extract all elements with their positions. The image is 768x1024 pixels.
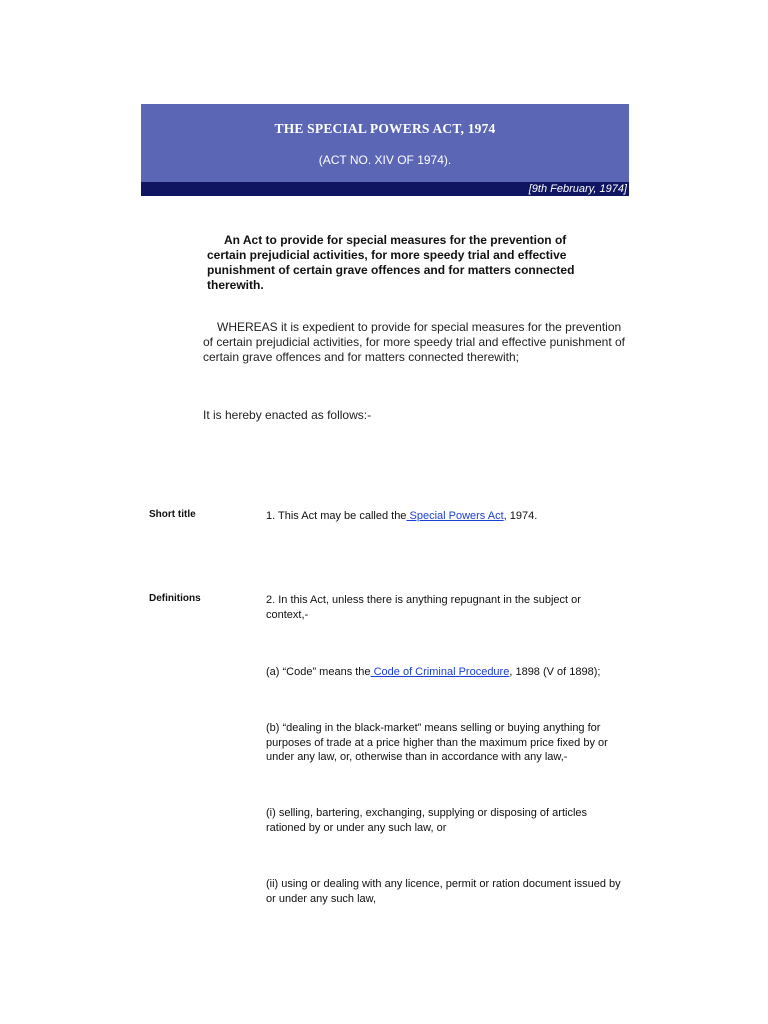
date-bar [141, 182, 629, 196]
clause-a-reference: , 1898 (V of 1898); [509, 666, 601, 678]
clause-a [266, 665, 626, 680]
act-title: THE SPECIAL POWERS ACT, 1974 [274, 121, 496, 136]
clause-a-text: (a) “Code” means the [266, 666, 371, 678]
preamble: WHEREAS it is expedient to provide for special measures for the prevention of certain prejudicial activities, for more speedy trial and effective punishment of certain grave offences and for matters connected therewith; [203, 320, 625, 364]
code-of-criminal-procedure-link[interactable]: Code of Criminal Procedure [370, 666, 510, 678]
section-1 [266, 509, 626, 524]
act-number: (ACT NO. XIV OF 1974). [318, 153, 452, 167]
enacting-formula: It is hereby enacted as follows:- [203, 408, 372, 422]
clause-b: (b) “dealing in the black-market” means selling or buying anything for purposes of trade at a price higher than the maximum price fixed by or under any law, or, otherwise than in accordance with any law,- [266, 722, 608, 763]
special-powers-act-link[interactable]: Special Powers Act [406, 510, 504, 522]
section-1-year: , 1974. [503, 510, 538, 522]
clause-b-ii: (ii) using or dealing with any licence, permit or ration document issued by or under any such law, [266, 878, 621, 905]
section-2-intro: 2. In this Act, unless there is anything repugnant in the subject or context,- [266, 594, 581, 621]
side-note-definitions: Definitions [149, 593, 201, 604]
act-date: [9th February, 1974] [528, 183, 627, 195]
act-header [141, 104, 629, 196]
long-title: An Act to provide for special measures for the prevention of certain prejudicial activities, for more speedy trial and effective punishment of certain grave offences and for matters connected therewith. [207, 233, 575, 292]
clause-b-i: (i) selling, bartering, exchanging, supplying or disposing of articles rationed by or under any such law, or [266, 807, 588, 834]
section-1-text: 1. This Act may be called the [266, 510, 407, 522]
side-note-short-title: Short title [149, 509, 196, 520]
